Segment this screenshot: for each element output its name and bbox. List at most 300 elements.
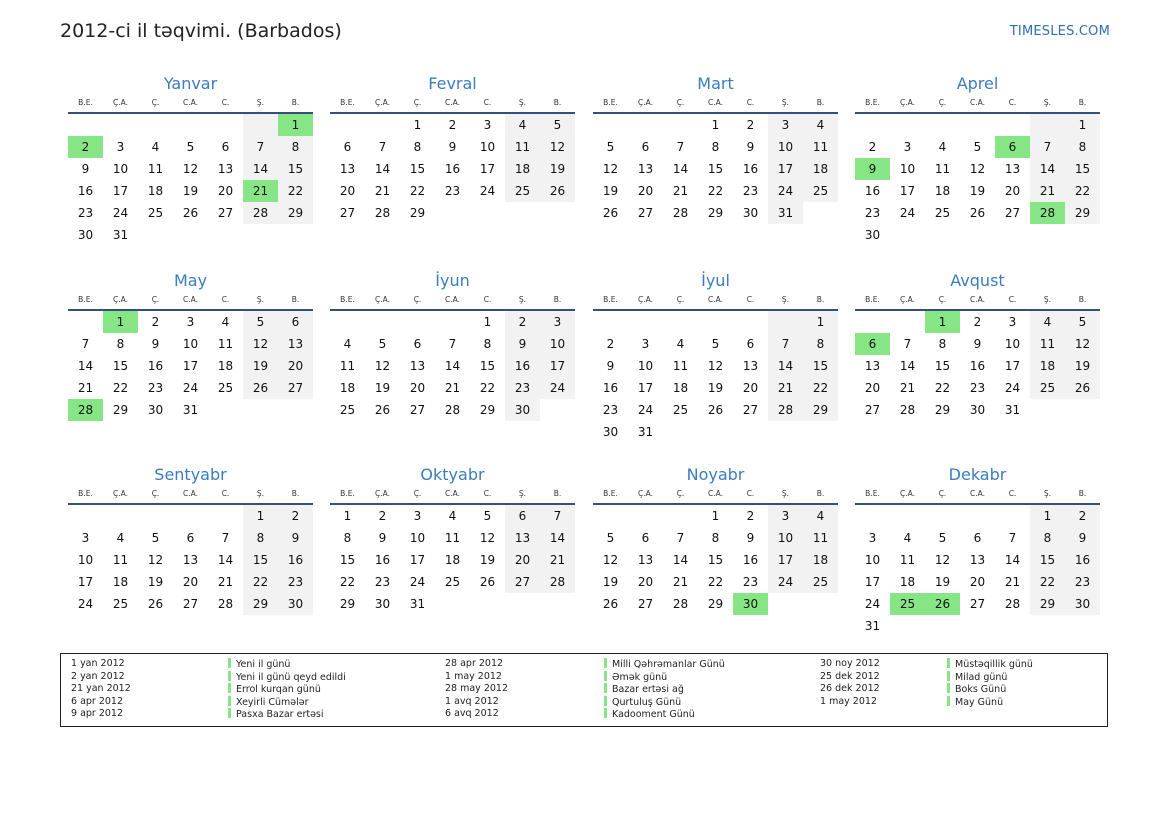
weekday-label: Ç.: [413, 295, 422, 304]
day-grid: [593, 311, 838, 443]
legend-holiday-name: Boks Günü: [955, 684, 1007, 696]
day-cell: 11: [147, 162, 164, 176]
day-cell: 2: [505, 311, 540, 333]
weekday-label: Ş.: [1043, 489, 1052, 498]
weekday-label: B.E.: [603, 489, 618, 498]
day-cell: 15: [1065, 158, 1100, 180]
day-cell: 5: [151, 531, 160, 545]
day-cell: 4: [803, 114, 838, 136]
day-cell: 6: [746, 337, 755, 351]
empty-cell: [1030, 114, 1065, 136]
weekday-label: C.: [221, 295, 230, 304]
weekday-label: Ç.A.: [899, 489, 915, 498]
empty-cell: [435, 311, 470, 333]
day-cell: 26: [602, 206, 619, 220]
weekday-label: Ç.A.: [374, 489, 390, 498]
weekday-label: B.: [291, 295, 300, 304]
weekday-header: [855, 97, 1100, 114]
day-cell: 5: [711, 337, 720, 351]
day-cell: 27: [278, 377, 313, 399]
weekday-header: [855, 488, 1100, 505]
day-cell: 17: [768, 158, 803, 180]
day-cell: 25: [1030, 377, 1065, 399]
empty-cell: [628, 114, 663, 136]
weekday-label: C.A.: [969, 295, 985, 304]
weekday-header: [68, 97, 313, 114]
day-cell: 28: [899, 403, 916, 417]
day-cell: 28: [672, 206, 689, 220]
day-cell: 27: [1004, 206, 1021, 220]
day-cell: 20: [864, 381, 881, 395]
day-cell: 1: [243, 505, 278, 527]
day-cell: 4: [938, 140, 947, 154]
month-title: Oktyabr: [420, 465, 485, 484]
day-cell: 6: [221, 140, 230, 154]
holiday-marker-icon: [947, 658, 950, 668]
weekday-label: B.: [816, 98, 825, 107]
day-cell: 3: [768, 505, 803, 527]
empty-cell: [208, 505, 243, 527]
day-cell: 12: [479, 531, 496, 545]
day-cell: 10: [112, 162, 129, 176]
day-cell: 2: [448, 118, 457, 132]
day-cell: 22: [112, 381, 129, 395]
day-cell: 20: [339, 184, 356, 198]
weekday-label: B.: [1078, 489, 1087, 498]
day-cell: 12: [707, 359, 724, 373]
weekday-label: C.: [221, 489, 230, 498]
day-cell: 4: [1030, 311, 1065, 333]
empty-cell: [173, 114, 208, 136]
day-cell: 7: [540, 505, 575, 527]
holiday-day-cell: 25: [890, 593, 925, 615]
legend-dates: [71, 658, 131, 721]
day-cell: 24: [637, 403, 654, 417]
day-cell: 25: [803, 571, 838, 593]
weekday-label: C.A.: [969, 489, 985, 498]
day-cell: 3: [641, 337, 650, 351]
day-cell: 27: [864, 403, 881, 417]
day-cell: 8: [243, 527, 278, 549]
legend-holiday-name: Kadooment Günü: [612, 709, 695, 721]
empty-cell: [925, 505, 960, 527]
day-cell: 30: [742, 206, 759, 220]
day-cell: 8: [1030, 527, 1065, 549]
day-cell: 30: [278, 593, 313, 615]
holiday-day-cell: 6: [995, 136, 1030, 158]
day-cell: 27: [409, 403, 426, 417]
day-cell: 3: [540, 311, 575, 333]
day-cell: 17: [77, 575, 94, 589]
day-cell: 25: [147, 206, 164, 220]
day-cell: 2: [378, 509, 387, 523]
legend-date: 21 yan 2012: [71, 683, 131, 695]
day-cell: 25: [505, 180, 540, 202]
day-cell: 10: [540, 333, 575, 355]
holiday-marker-icon: [228, 683, 231, 693]
day-cell: 11: [339, 359, 356, 373]
weekday-label: Ş.: [781, 489, 790, 498]
empty-cell: [173, 505, 208, 527]
day-cell: 25: [934, 206, 951, 220]
day-cell: 7: [243, 136, 278, 158]
weekday-label: Ç.: [676, 489, 685, 498]
legend-holiday: [228, 658, 346, 671]
day-cell: 2: [1065, 505, 1100, 527]
day-cell: 19: [602, 575, 619, 589]
day-cell: 11: [505, 136, 540, 158]
day-cell: 1: [1065, 114, 1100, 136]
day-cell: 28: [217, 597, 234, 611]
day-cell: 20: [1004, 184, 1021, 198]
day-cell: 5: [606, 140, 615, 154]
day-cell: 14: [374, 162, 391, 176]
legend-holiday-name: Xeyirli Cümələr: [236, 696, 309, 708]
day-cell: 14: [217, 553, 234, 567]
day-cell: 12: [182, 162, 199, 176]
weekday-label: B.E.: [603, 295, 618, 304]
day-cell: 21: [77, 381, 94, 395]
weekday-label: Ç.: [151, 98, 160, 107]
day-cell: 12: [934, 553, 951, 567]
day-cell: 18: [444, 553, 461, 567]
day-cell: 23: [77, 206, 94, 220]
day-cell: 21: [540, 549, 575, 571]
day-cell: 15: [1030, 549, 1065, 571]
day-cell: 1: [413, 118, 422, 132]
day-cell: 31: [768, 202, 803, 224]
empty-cell: [68, 311, 103, 333]
day-cell: 18: [934, 184, 951, 198]
day-cell: 26: [707, 403, 724, 417]
day-cell: 19: [243, 355, 278, 377]
day-cell: 10: [1004, 337, 1021, 351]
day-grid: [330, 505, 575, 615]
weekday-header: [330, 294, 575, 311]
weekday-label: C.: [1008, 489, 1017, 498]
weekday-label: B.E.: [78, 295, 93, 304]
weekday-label: B.: [1078, 295, 1087, 304]
day-cell: 14: [243, 158, 278, 180]
day-cell: 4: [116, 531, 125, 545]
weekday-label: B.E.: [78, 489, 93, 498]
empty-cell: [995, 505, 1030, 527]
day-cell: 12: [374, 359, 391, 373]
empty-cell: [733, 311, 768, 333]
weekday-label: C.A.: [182, 98, 198, 107]
day-cell: 26: [147, 597, 164, 611]
day-cell: 16: [1065, 549, 1100, 571]
day-cell: 8: [413, 140, 422, 154]
day-grid: [68, 311, 313, 421]
legend-names: [228, 658, 346, 721]
legend-dates: [820, 658, 880, 708]
legend-date: 1 may 2012: [445, 670, 502, 682]
day-cell: 28: [444, 403, 461, 417]
day-cell: 7: [221, 531, 230, 545]
legend-holiday-name: Yeni il günü qeyd edildi: [236, 671, 346, 683]
month-title: Noyabr: [686, 465, 745, 484]
day-cell: 7: [903, 337, 912, 351]
weekday-label: B.: [816, 295, 825, 304]
day-cell: 16: [864, 184, 881, 198]
day-cell: 13: [969, 553, 986, 567]
empty-cell: [243, 114, 278, 136]
legend-names: [604, 658, 725, 721]
day-cell: 31: [1004, 403, 1021, 417]
day-cell: 21: [217, 575, 234, 589]
legend-holiday: [228, 683, 346, 696]
day-cell: 19: [540, 158, 575, 180]
day-cell: 30: [505, 399, 540, 421]
day-cell: 25: [803, 180, 838, 202]
day-cell: 16: [742, 553, 759, 567]
empty-cell: [103, 505, 138, 527]
day-cell: 27: [505, 571, 540, 593]
day-cell: 12: [969, 162, 986, 176]
day-cell: 22: [409, 184, 426, 198]
holiday-legend: [60, 653, 1108, 727]
day-grid: [855, 505, 1100, 637]
weekday-label: Ç.: [676, 98, 685, 107]
day-grid: [330, 311, 575, 421]
day-cell: 7: [448, 337, 457, 351]
empty-cell: [68, 114, 103, 136]
day-cell: 24: [540, 377, 575, 399]
legend-date: 26 dek 2012: [820, 683, 880, 695]
weekday-label: Ş.: [1043, 98, 1052, 107]
day-cell: 19: [707, 381, 724, 395]
day-cell: 6: [505, 505, 540, 527]
weekday-label: Ç.A.: [637, 295, 653, 304]
day-cell: 1: [711, 118, 720, 132]
day-cell: 21: [1030, 180, 1065, 202]
day-cell: 28: [540, 571, 575, 593]
day-cell: 19: [182, 184, 199, 198]
weekday-label: C.: [1008, 98, 1017, 107]
day-cell: 9: [151, 337, 160, 351]
day-cell: 17: [409, 553, 426, 567]
day-cell: 9: [746, 531, 755, 545]
day-cell: 11: [934, 162, 951, 176]
month-dekabr: [855, 465, 1100, 637]
legend-holiday: [228, 671, 346, 684]
day-cell: 27: [217, 206, 234, 220]
empty-cell: [138, 505, 173, 527]
weekday-label: Ç.A.: [637, 98, 653, 107]
legend-date: 6 avq 2012: [445, 708, 499, 720]
day-cell: 30: [1065, 593, 1100, 615]
weekday-label: Ç.: [151, 489, 160, 498]
day-cell: 24: [899, 206, 916, 220]
weekday-label: B.E.: [865, 98, 880, 107]
weekday-label: C.: [746, 295, 755, 304]
weekday-label: B.E.: [78, 98, 93, 107]
month-i̇yul: [593, 271, 838, 443]
holiday-day-cell: 28: [1030, 202, 1065, 224]
day-cell: 16: [77, 184, 94, 198]
legend-date: 28 may 2012: [445, 683, 509, 695]
day-cell: 5: [1065, 311, 1100, 333]
month-title: İyun: [435, 271, 470, 290]
day-grid: [68, 114, 313, 246]
day-cell: 13: [217, 162, 234, 176]
day-cell: 29: [934, 403, 951, 417]
day-cell: 14: [768, 355, 803, 377]
day-cell: 28: [243, 202, 278, 224]
weekday-label: Ç.A.: [112, 295, 128, 304]
day-cell: 18: [217, 359, 234, 373]
day-cell: 22: [1065, 180, 1100, 202]
day-cell: 21: [444, 381, 461, 395]
day-cell: 4: [151, 140, 160, 154]
day-cell: 13: [637, 162, 654, 176]
day-cell: 14: [672, 553, 689, 567]
day-cell: 28: [768, 399, 803, 421]
weekday-label: C.A.: [707, 295, 723, 304]
day-cell: 10: [182, 337, 199, 351]
day-grid: [855, 114, 1100, 246]
day-cell: 16: [444, 162, 461, 176]
day-cell: 4: [676, 337, 685, 351]
day-cell: 16: [742, 162, 759, 176]
day-cell: 8: [116, 337, 125, 351]
day-cell: 1: [803, 311, 838, 333]
day-cell: 21: [374, 184, 391, 198]
day-cell: 22: [1030, 571, 1065, 593]
day-cell: 4: [221, 315, 230, 329]
day-cell: 25: [444, 575, 461, 589]
day-cell: 22: [243, 571, 278, 593]
day-cell: 14: [1030, 158, 1065, 180]
holiday-day-cell: 6: [855, 333, 890, 355]
day-cell: 14: [672, 162, 689, 176]
weekday-label: C.: [483, 489, 492, 498]
weekday-label: B.E.: [340, 489, 355, 498]
day-cell: 31: [182, 403, 199, 417]
day-cell: 15: [339, 553, 356, 567]
weekday-label: Ş.: [781, 98, 790, 107]
day-cell: 30: [147, 403, 164, 417]
legend-holiday-name: Errol kurqan günü: [236, 684, 321, 696]
day-cell: 23: [742, 184, 759, 198]
day-cell: 7: [676, 531, 685, 545]
day-cell: 21: [1004, 575, 1021, 589]
day-cell: 10: [637, 359, 654, 373]
legend-holiday: [604, 683, 725, 696]
legend-names: [947, 658, 1033, 708]
empty-cell: [593, 311, 628, 333]
day-cell: 23: [602, 403, 619, 417]
day-cell: 16: [278, 549, 313, 571]
weekday-label: Ç.A.: [899, 295, 915, 304]
day-cell: 20: [278, 355, 313, 377]
legend-holiday-name: Milli Qəhrəmanlar Günü: [612, 659, 725, 670]
day-cell: 6: [641, 140, 650, 154]
day-cell: 19: [1065, 355, 1100, 377]
weekday-label: Ç.: [413, 489, 422, 498]
day-cell: 5: [973, 140, 982, 154]
day-cell: 20: [742, 381, 759, 395]
day-cell: 3: [81, 531, 90, 545]
legend-date: 1 may 2012: [820, 695, 877, 707]
holiday-marker-icon: [604, 696, 607, 706]
holiday-marker-icon: [947, 671, 950, 681]
day-cell: 23: [505, 377, 540, 399]
day-cell: 11: [217, 337, 234, 351]
day-cell: 4: [903, 531, 912, 545]
legend-date: 2 yan 2012: [71, 670, 125, 682]
day-cell: 26: [602, 597, 619, 611]
day-cell: 30: [969, 403, 986, 417]
weekday-header: [593, 97, 838, 114]
empty-cell: [593, 505, 628, 527]
day-cell: 5: [540, 114, 575, 136]
day-cell: 26: [540, 180, 575, 202]
day-grid: [68, 505, 313, 615]
empty-cell: [995, 114, 1030, 136]
legend-holiday: [604, 696, 725, 709]
day-cell: 29: [707, 206, 724, 220]
empty-cell: [593, 114, 628, 136]
day-cell: 15: [409, 162, 426, 176]
day-cell: 27: [637, 206, 654, 220]
day-cell: 20: [409, 381, 426, 395]
legend-holiday-name: Pasxa Bazar ertəsi: [236, 709, 324, 721]
holiday-marker-icon: [228, 671, 231, 681]
day-cell: 31: [112, 228, 129, 242]
month-oktyabr: [330, 465, 575, 615]
day-cell: 6: [973, 531, 982, 545]
empty-cell: [890, 505, 925, 527]
day-cell: 17: [479, 162, 496, 176]
weekday-label: C.A.: [182, 489, 198, 498]
day-cell: 14: [1004, 553, 1021, 567]
legend-holiday-name: Qurtuluş Günü: [612, 696, 682, 708]
day-cell: 1: [711, 509, 720, 523]
day-cell: 10: [864, 553, 881, 567]
day-cell: 30: [77, 228, 94, 242]
day-cell: 24: [1004, 381, 1021, 395]
day-cell: 5: [378, 337, 387, 351]
month-title: May: [173, 271, 208, 290]
day-cell: 12: [540, 136, 575, 158]
holiday-day-cell: 2: [68, 136, 103, 158]
day-cell: 4: [803, 505, 838, 527]
empty-cell: [68, 505, 103, 527]
day-cell: 1: [483, 315, 492, 329]
day-cell: 22: [803, 377, 838, 399]
weekday-label: B.E.: [603, 98, 618, 107]
day-cell: 20: [182, 575, 199, 589]
site-link[interactable]: TIMESLES.COM: [1009, 24, 1110, 39]
day-cell: 25: [112, 597, 129, 611]
day-cell: 25: [672, 403, 689, 417]
day-cell: 13: [339, 162, 356, 176]
legend-date: 9 apr 2012: [71, 708, 124, 720]
day-cell: 30: [864, 228, 881, 242]
day-cell: 5: [186, 140, 195, 154]
day-cell: 22: [339, 575, 356, 589]
day-cell: 25: [339, 403, 356, 417]
day-cell: 8: [483, 337, 492, 351]
empty-cell: [365, 114, 400, 136]
day-cell: 29: [243, 593, 278, 615]
day-cell: 13: [742, 359, 759, 373]
month-title: Yanvar: [163, 74, 218, 93]
day-cell: 19: [602, 184, 619, 198]
legend-holiday: [228, 696, 346, 709]
